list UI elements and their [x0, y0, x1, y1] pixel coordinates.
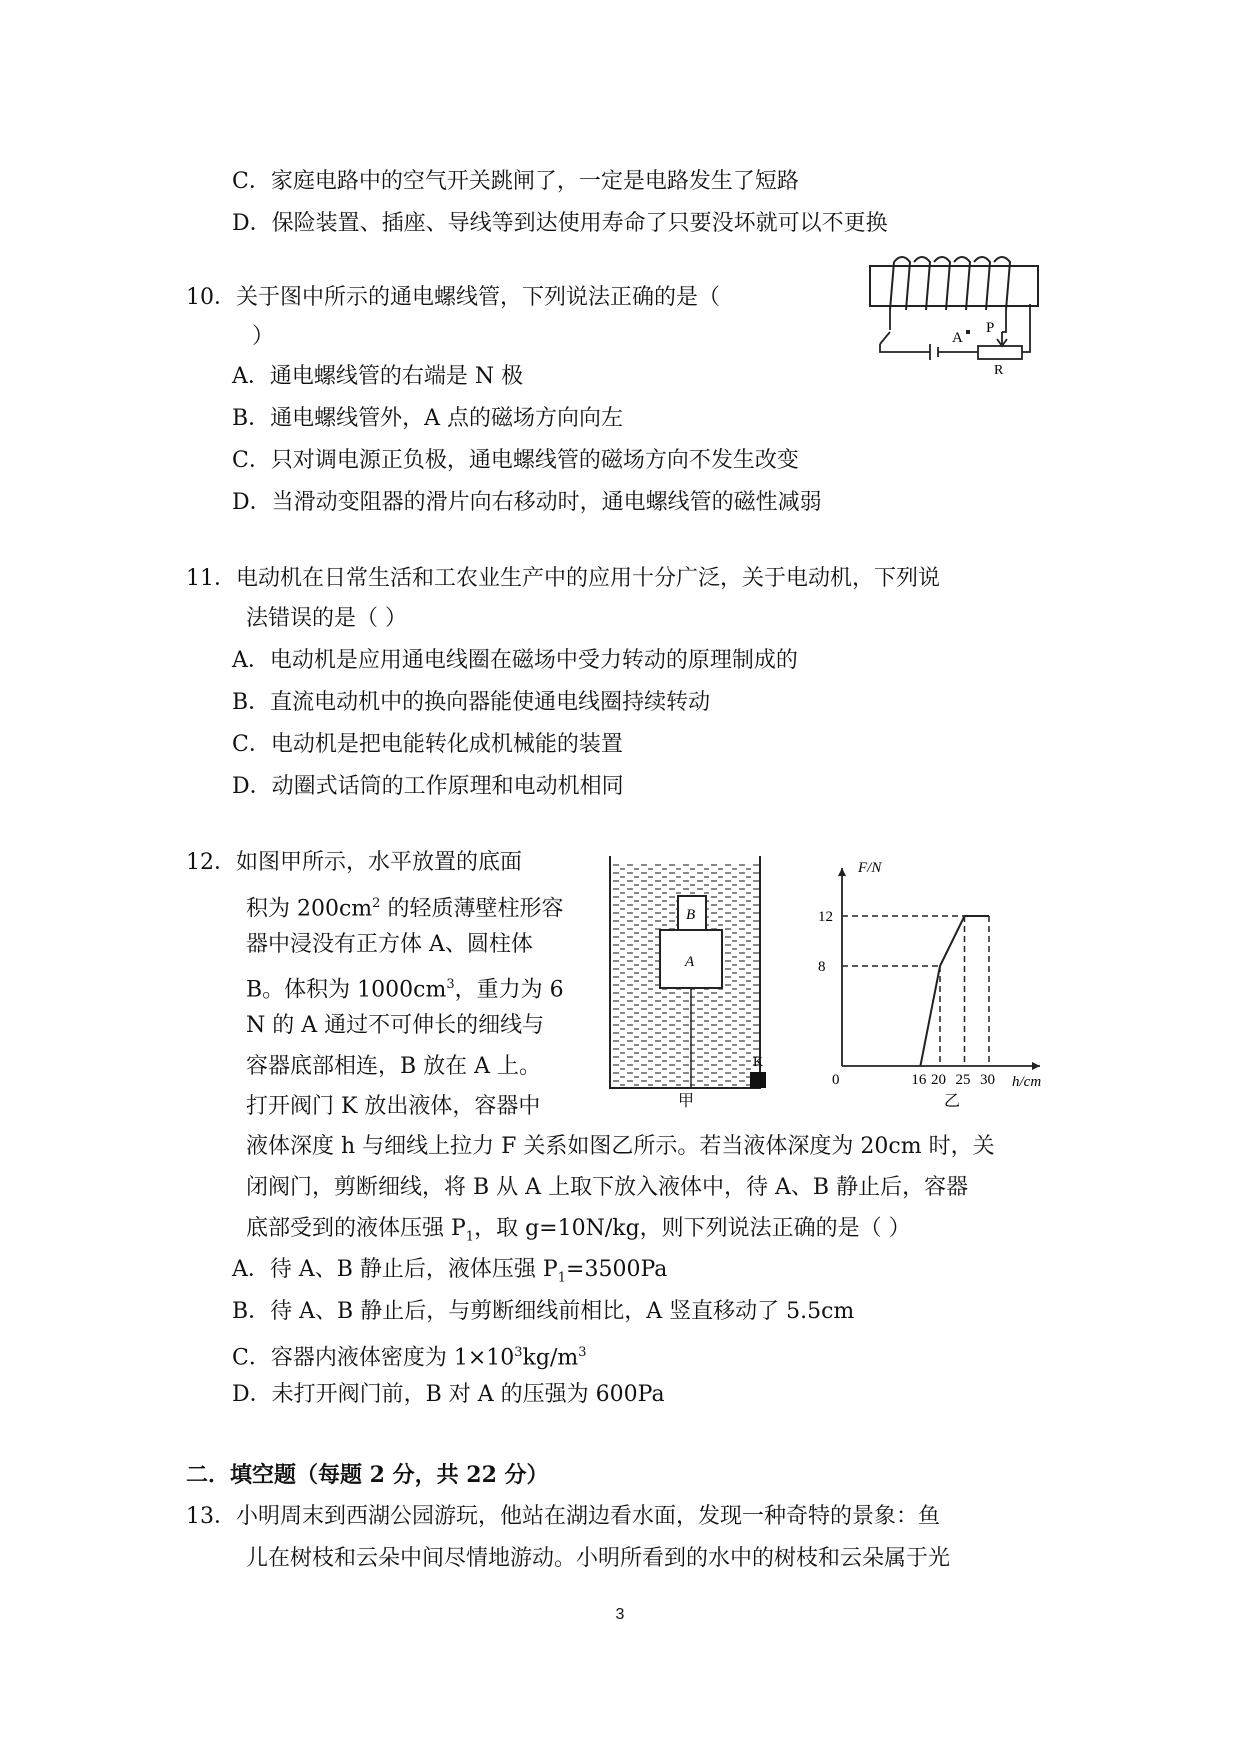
x-tick-label-16: 16: [911, 1072, 927, 1088]
x-tick-label-25: 25: [955, 1072, 971, 1088]
cylinder-b-label: B: [686, 907, 696, 923]
q10-option-d: D．当滑动变阻器的滑片向右移动时，通电螺线管的磁性减弱: [232, 490, 822, 515]
cube-a-label: A: [685, 954, 695, 970]
q12-stem-line1: 12．如图甲所示，水平放置的底面: [186, 850, 522, 875]
q9-option-c: C．家庭电路中的空气开关跳闸了，一定是电路发生了短路: [232, 169, 799, 194]
q11-stem-line2: 法错误的是（ ）: [246, 606, 407, 631]
q13-stem-line1: 13．小明周末到西湖公园游玩，他站在湖边看水面，发现一种奇特的景象：鱼: [186, 1504, 940, 1529]
q13-stem-line2: 儿在树枝和云朵中间尽情地游动。小明所看到的水中的树枝和云朵属于光: [246, 1546, 951, 1571]
section-2-title: 二．填空题（每题 2 分，共 22 分）: [186, 1462, 549, 1488]
y-axis-arrow: [838, 868, 846, 876]
q12-option-b: B．待 A、B 静止后，与剪断细线前相比，A 竖直移动了 5.5cm: [232, 1299, 855, 1324]
q10-option-b: B．通电螺线管外，A 点的磁场方向向左: [232, 406, 624, 431]
q11-option-a: A．电动机是应用通电线圈在磁场中受力转动的原理制成的: [232, 648, 798, 673]
q11-option-d: D．动圈式话筒的工作原理和电动机相同: [232, 774, 624, 799]
q12-option-a: A．待 A、B 静止后，液体压强 $P_1=3500Pa$: [232, 1257, 668, 1286]
y-tick-label-8: 8: [818, 959, 826, 975]
figure-jia-caption: 甲: [678, 1093, 695, 1110]
resistor-r-label: R: [994, 363, 1004, 378]
q12-stem-line6: 容器底部相连，B 放在 A 上。: [246, 1054, 542, 1079]
q11-option-c: C．电动机是把电能转化成机械能的装置: [232, 732, 623, 757]
slider-p-label: P: [986, 320, 995, 336]
q10-option-c: C．只对调电源正负极，通电螺线管的磁场方向不发生改变: [232, 448, 799, 473]
valve-k: [750, 1072, 766, 1088]
q11-stem-line1: 11．电动机在日常生活和工农业生产中的应用十分广泛，关于电动机，下列说: [186, 566, 940, 591]
graph-layer: [818, 868, 1040, 1088]
q9-option-d: D．保险装置、插座、导线等到达使用寿命了只要没坏就可以不更换: [232, 211, 888, 236]
container-figure-jia: [598, 854, 780, 1110]
force-depth-graph-yi: [812, 854, 1058, 1114]
point-a-label: A: [952, 330, 963, 346]
q10-stem-line2: ）: [252, 324, 275, 349]
q12-stem-line9: 闭阀门，剪断细线，将 B 从 A 上取下放入液体中，待 A、B 静止后，容器: [246, 1175, 969, 1200]
q10-option-a: A．通电螺线管的右端是 N 极: [232, 364, 524, 389]
q12-stem-line7: 打开阀门 K 放出液体，容器中: [246, 1094, 541, 1119]
figure-yi-caption: 乙: [944, 1093, 961, 1110]
q12-stem-line10: 底部受到的液体压强 $P_1$，取 g=10N/kg，则下列说法正确的是（ ）: [246, 1216, 911, 1245]
q12-stem-line4: B。体积为 $1000cm^3$，重力为 6: [246, 977, 564, 1003]
q12-stem-line2: 积为 $200cm^2$ 的轻质薄壁柱形容: [246, 896, 564, 922]
solenoid-coil: [890, 257, 1010, 310]
solenoid-core: [870, 266, 1038, 306]
origin-label: 0: [832, 1072, 840, 1088]
valve-k-label: K: [753, 1055, 764, 1070]
q12-stem-line8: 液体深度 h 与细线上拉力 F 关系如图乙所示。若当液体深度为 20cm 时，关: [246, 1134, 995, 1159]
q12-stem-line5: N 的 A 通过不可伸长的细线与: [246, 1013, 545, 1038]
solenoid-circuit-figure: [866, 248, 1046, 380]
point-a-marker: [966, 330, 970, 334]
x-tick-label-20: 20: [931, 1072, 946, 1088]
q12-stem-line3: 器中浸没有正方体 A、圆柱体: [246, 932, 533, 957]
y-tick-label-12: 12: [818, 909, 833, 925]
x-axis-arrow: [1032, 1062, 1040, 1070]
q12-option-c: C．容器内液体密度为 $1\times 10^3kg/m^3$: [232, 1345, 587, 1371]
q10-stem-line1: 10．关于图中所示的通电螺线管，下列说法正确的是（: [186, 285, 720, 310]
x-axis-label: h/cm: [1012, 1074, 1042, 1090]
q12-option-d: D．未打开阀门前，B 对 A 的压强为 600Pa: [232, 1382, 665, 1407]
y-axis-label: F/N: [858, 860, 882, 876]
series-line: [920, 916, 989, 1066]
x-tick-label-30: 30: [980, 1072, 995, 1088]
q11-option-b: B．直流电动机中的换向器能使通电线圈持续转动: [232, 690, 711, 715]
page-number: 3: [615, 1606, 625, 1623]
